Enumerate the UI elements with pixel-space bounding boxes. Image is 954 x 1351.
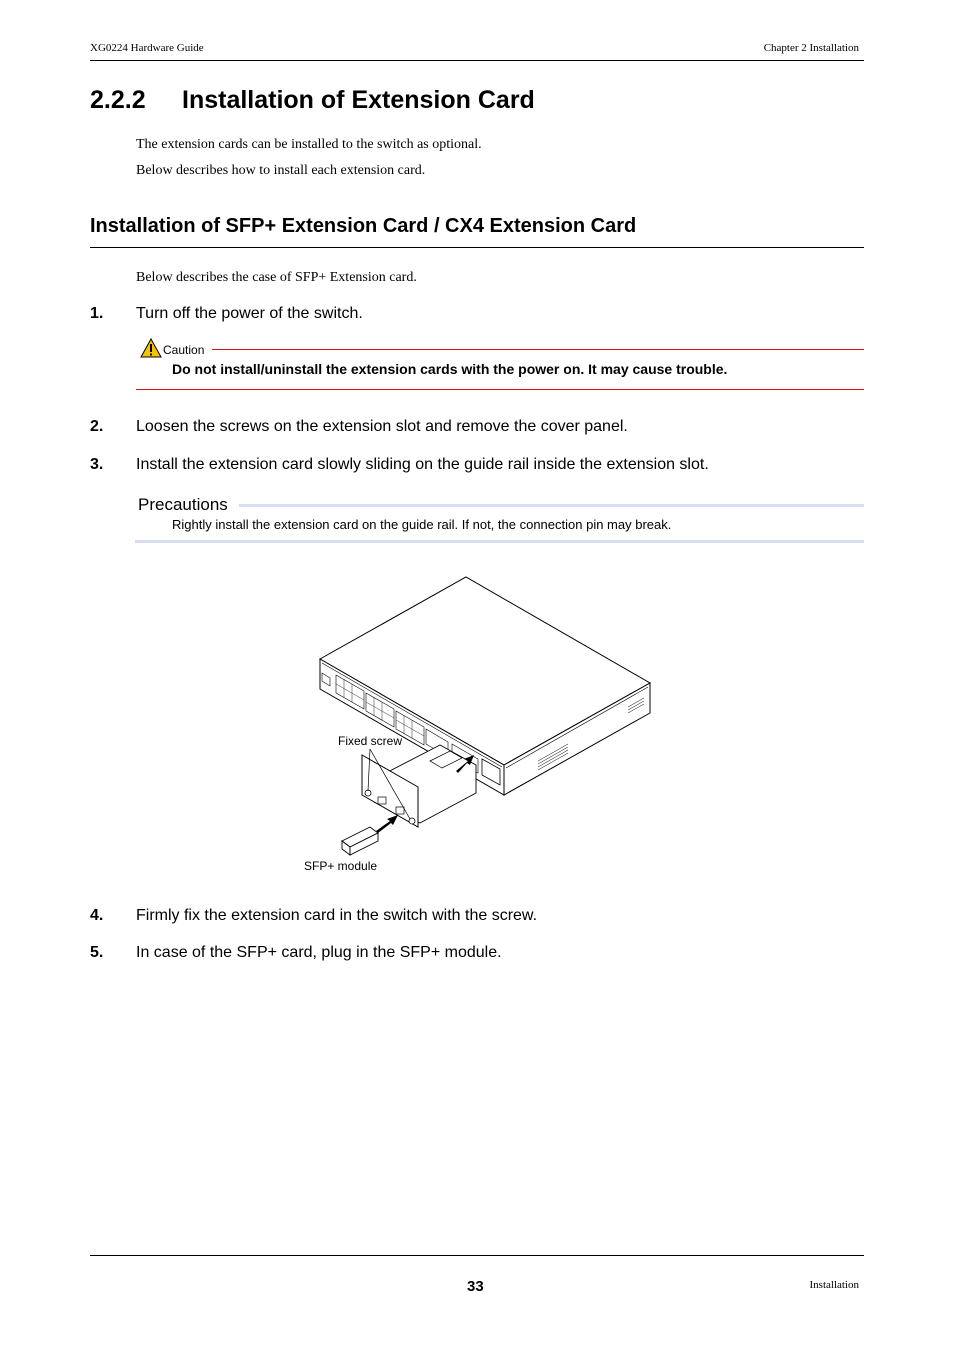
caution-box	[140, 338, 864, 392]
step-number: 5.	[90, 944, 104, 961]
header-doc-title: XG0224 Hardware Guide	[90, 42, 204, 54]
precautions-bottom-rule	[135, 540, 864, 543]
page-number: 33	[467, 1278, 484, 1295]
caution-text: Do not install/uninstall the extension cards with the power on. It may cause trouble.	[172, 361, 728, 377]
subsection-heading: Installation of SFP+ Extension Card / CX4 Extension Card	[90, 215, 637, 237]
step-text: In case of the SFP+ card, plug in the SFP+ module.	[136, 944, 502, 961]
step-number: 2.	[90, 418, 104, 435]
footer-section: Installation	[809, 1279, 859, 1291]
installation-figure	[290, 565, 670, 885]
subsection-rule	[90, 247, 864, 248]
step-number: 1.	[90, 305, 104, 322]
label-fixed-screw: Fixed screw	[338, 734, 403, 748]
intro-paragraph-1: The extension cards can be installed to the switch as optional.	[136, 137, 482, 152]
step-number: 4.	[90, 907, 104, 924]
subsection-intro: Below describes the case of SFP+ Extension card.	[136, 270, 417, 285]
label-sfp-module: SFP+ module	[304, 859, 378, 873]
step-text: Install the extension card slowly sliding on the guide rail inside the extension slot.	[136, 456, 709, 473]
step-text: Turn off the power of the switch.	[136, 305, 363, 322]
precautions-label: Precautions	[138, 495, 228, 514]
section-heading	[90, 86, 535, 115]
section-number: 2.2.2	[90, 86, 146, 114]
intro-paragraph-2: Below describes how to install each extension card.	[136, 163, 426, 178]
caution-bottom-rule	[136, 389, 864, 390]
header-rule	[90, 60, 864, 61]
caution-label: Caution	[163, 343, 205, 357]
header-chapter: Chapter 2 Installation	[763, 42, 859, 54]
step-number: 3.	[90, 456, 104, 473]
precautions-top-rule	[239, 504, 864, 507]
switch-illustration	[290, 565, 670, 885]
warning-triangle-icon	[140, 338, 162, 358]
precautions-box	[135, 493, 864, 545]
step-text: Firmly fix the extension card in the switch with the screw.	[136, 907, 538, 924]
caution-top-rule	[212, 349, 864, 350]
precautions-text: Rightly install the extension card on the guide rail. If not, the connection pin may break.	[172, 517, 672, 532]
step-text: Loosen the screws on the extension slot and remove the cover panel.	[136, 418, 628, 435]
footer-rule	[90, 1255, 864, 1256]
section-title: Installation of Extension Card	[182, 86, 535, 114]
